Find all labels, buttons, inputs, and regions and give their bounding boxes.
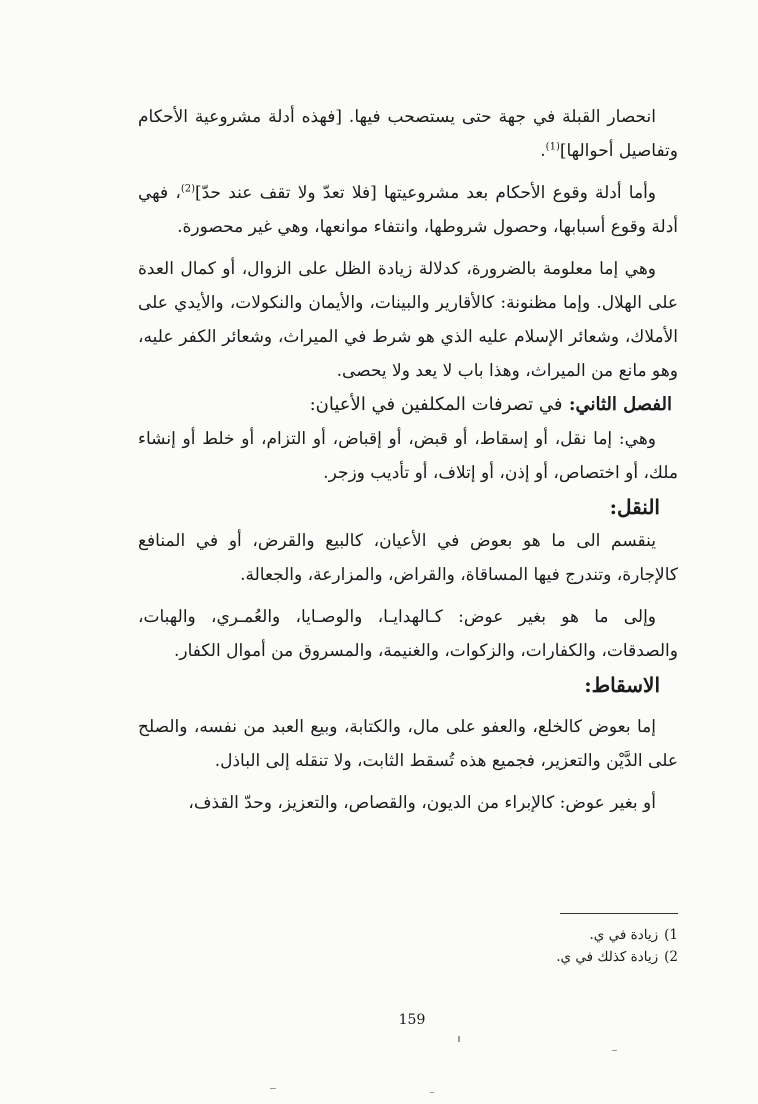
footnote-text: زيادة كذلك في ي.: [556, 949, 659, 965]
paragraph: وهي: إما نقل، أو إسقاط، أو قبض، أو إقباض، أو التزام، أو خلط أو إنشاء ملك، أو اختصاص، أو إذن، أو إتلاف، أو تأديب وزجر.: [138, 429, 678, 483]
footnote-number: 1): [664, 927, 678, 943]
footnote-text: زيادة في ي.: [589, 927, 659, 943]
paragraph: وهي إما معلومة بالضرورة، كدلالة زيادة الظل على الزوال، أو كمال العدة على الهلال. وإما مظنونة: كالأقارير والبينات، والأيمان والنكولات، والأيدي على الأملاك، وشعائر الإسلام عليه الذي هو شرط في الميراث، وشعائر الكفر عليه، وهو مانع من الميراث، وهذا باب لا يعد ولا يحصى.: [138, 259, 678, 381]
chapter-title: الفصل الثاني:: [568, 394, 672, 415]
paragraph: أو بغير عوض: كالإبراء من الديون، والقصاص، والتعزيز، وحدّ القذف،: [188, 793, 656, 813]
section-heading-transfer: النقل:: [609, 495, 660, 519]
chapter-subtitle: في تصرفات المكلفين في الأعيان:: [309, 394, 563, 415]
footnote: [400, 924, 678, 946]
paragraph: وإلى ما هو بغير عوض: كـالهدايـا، والوصـايا، والعُمـري، والهبات، والصدقات، والكفارات، والزكوات، والغنيمة، والمسروق من أموال الكفار.: [138, 607, 678, 661]
chapter-heading: [138, 388, 678, 422]
footnotes: [400, 924, 678, 968]
footnote-ref: (1): [545, 141, 560, 153]
section-heading-dropping: الاسقاط:: [584, 673, 660, 697]
scan-speck: [458, 1036, 460, 1042]
paragraph: وأما أدلة وقوع الأحكام بعد مشروعيتها [فلا تعدّ ولا تقف عند حدّ]$^{(2)}$، فهي أدلة وقوع أسبابها، وحصول شروطها، وانتفاء موانعها، وهي غير محصورة.: [138, 183, 678, 237]
footnote-ref: (2): [180, 183, 195, 195]
main-text: [138, 100, 678, 820]
scan-speck: [612, 1050, 617, 1051]
footnote-divider: [560, 913, 678, 914]
footnote: [400, 946, 678, 968]
footnote-number: 2): [664, 949, 678, 965]
page-number: 159: [398, 1012, 426, 1028]
scan-speck: [430, 1092, 434, 1093]
scan-speck: [270, 1088, 276, 1089]
paragraph: انحصار القبلة في جهة حتى يستصحب فيها. [فهذه أدلة مشروعية الأحكام وتفاصيل أحوالها]$^{(1)}$.: [138, 107, 678, 161]
paragraph: ينقسم الى ما هو بعوض في الأعيان، كالبيع والقرض، أو في المنافع كالإجارة، وتندرج فيها المساقاة، والقراض، والمزارعة، والجعالة.: [138, 531, 678, 585]
paragraph: إما بعوض كالخلع، والعفو على مال، والكتابة، وبيع العبد من نفسه، والصلح على الدَّيْن والتعزير، فجميع هذه تُسقط الثابت، ولا تنقله إلى الباذل.: [138, 717, 678, 771]
